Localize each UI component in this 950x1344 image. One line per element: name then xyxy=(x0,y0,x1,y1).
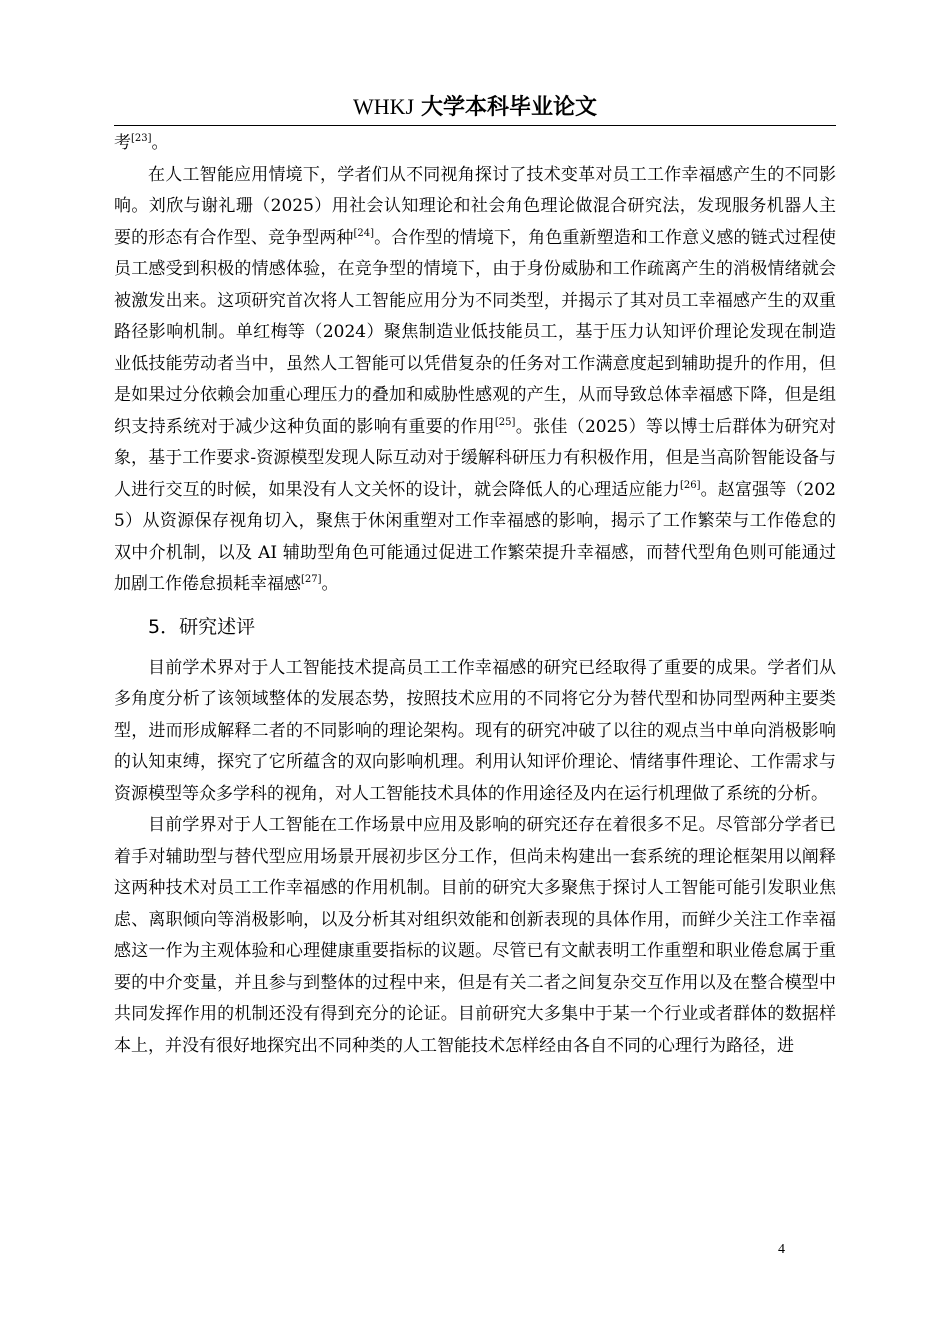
citation-ref: [27] xyxy=(301,574,322,585)
body-text xyxy=(114,128,836,1062)
paragraph-text: 。合作型的情境下，角色重新塑造和工作意义感的链式过程使员工感受到积极的情感体验，在竞争型的情境下，由于身份威胁和工作疏离产生的消极情绪就会被激发出来。这项研究首次将人工智能应用分为不同类型，并揭示了其对员工幸福感产生的双重路径影响机制。单红梅等（2024）聚焦制造业低技能员工，基于压力认知评价理论发现在制造业低技能劳动者当中，虽然人工智能可以凭借复杂的任务对工作满意度起到辅助提升的作用，但是如果过分依赖会加重心理压力的叠加和威胁性感观的产生，从而导致总体幸福感下降，但是组织支持系统对于减少这种负面的影响有重要的作用 xyxy=(114,227,837,437)
paragraph-review-gaps: 目前学界对于人工智能在工作场景中应用及影响的研究还存在着很多不足。尽管部分学者已着手对辅助型与替代型应用场景开展初步区分工作，但尚未构建出一套系统的理论框架用以阐释这两种技术对员工工作幸福感的作用机制。目前的研究大多聚焦于探讨人工智能可能引发职业焦虑、离职倾向等消极影响，以及分析其对组织效能和创新表现的具体作用，而鲜少关注工作幸福感这一作为主观体验和心理健康重要指标的议题。尽管已有文献表明工作重塑和职业倦怠属于重要的中介变量，并且参与到整体的过程中来，但是有关二者之间复杂交互作用以及在整合模型中共同发挥作用的机制还没有得到充分的论证。目前研究大多集中于某一个行业或者群体的数据样本上，并没有很好地探究出不同种类的人工智能技术怎样经由各自不同的心理行为路径，进 xyxy=(114,815,836,1056)
paragraph-continuation xyxy=(114,128,836,160)
paragraph-text: 。 xyxy=(151,133,169,153)
page-header xyxy=(114,92,836,123)
citation-ref: [26] xyxy=(679,479,701,491)
citation-ref: [25] xyxy=(494,416,516,428)
paragraph-text: 考 xyxy=(114,133,131,153)
page-number: 4 xyxy=(778,1242,785,1257)
header-divider xyxy=(114,125,836,126)
paragraph-text: 在人工智能应用情境下，学者们从不同视角探讨了技术变革对员工工作幸福感产生的不同影响。刘欣与谢礼珊（2025）用社会认知理论和社会角色理论做混合研究法，发现服务机器人主要的形态有合作型、竞争型两种 xyxy=(114,164,836,248)
citation-ref: [24] xyxy=(353,227,375,239)
paragraph-text: 。赵富强等（2025）从资源保存视角切入，聚焦于休闲重塑对工作幸福感的影响，揭示了工作繁荣与工作倦怠的双中介机制，以及 AI 辅助型角色可能通过促进工作繁荣提升幸福感，而替代型角色则可能通过加剧工作倦怠损耗幸福感 xyxy=(114,479,837,594)
header-title: 大学本科毕业论文 xyxy=(421,94,598,120)
header-school-code: WHKJ xyxy=(352,94,415,119)
citation-ref: [23] xyxy=(131,133,152,144)
section-heading: 5．研究述评 xyxy=(148,615,256,638)
paragraph-text: 。张佳（2025）等以博士后群体为研究对象，基于工作要求-资源模型发现人际互动对于缓解科研压力有积极作用，但是当高阶智能设备与人进行交互的时候，如果没有人文关怀的设计，就会降低人的心理适应能力 xyxy=(114,416,837,500)
paragraph-ai-context xyxy=(114,160,836,601)
paragraph-text: 。 xyxy=(321,574,339,594)
paragraph-review-achievements: 目前学术界对于人工智能技术提高员工工作幸福感的研究已经取得了重要的成果。学者们从多角度分析了该领域整体的发展态势，按照技术应用的不同将它分为替代型和协同型两种主要类型，进而形成解释二者的不同影响的理论架构。现有的研究冲破了以往的观点当中单向消极影响的认知束缚，探究了它所蕴含的双向影响机理。利用认知评价理论、情绪事件理论、工作需求与资源模型等众多学科的视角，对人工智能技术具体的作用途径及内在运行机理做了系统的分析。 xyxy=(114,657,836,804)
